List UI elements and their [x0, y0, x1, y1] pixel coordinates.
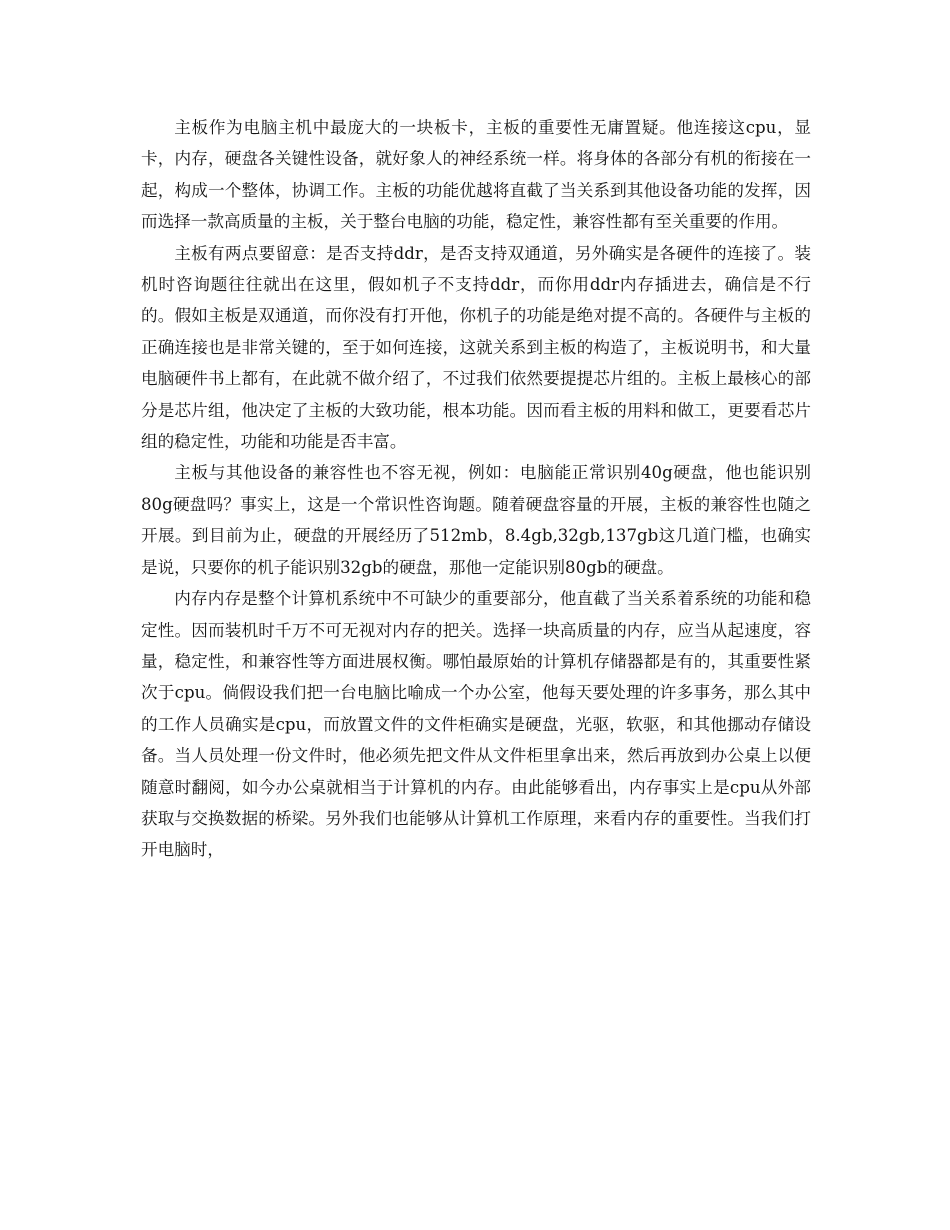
paragraph-motherboard-notes: 主板有两点要留意：是否支持ddr，是否支持双通道，另外确实是各硬件的连接了。装机时咨询题往往就出在这里，假如机子不支持ddr，而你用ddr内存插进去，确信是不行的。假如主板是双通道，而你没有打开他，你机子的功能是绝对提不高的。各硬件与主板的正确连接也是非常关键的，至于如何连接，这就关系到主板的构造了，主板说明书，和大量电脑硬件书上都有，在此就不做介绍了，不过我们依然要提提芯片组的。主板上最核心的部分是芯片组，他决定了主板的大致功能，根本功能。因而看主板的用料和做工，更要看芯片组的稳定性，功能和功能是否丰富。: [141, 243, 811, 452]
paragraph-motherboard-intro: 主板作为电脑主机中最庞大的一块板卡，主板的重要性无庸置疑。他连接这cpu，显卡，内存，硬盘各关键性设备，就好象人的神经系统一样。将身体的各部分有机的衔接在一起，构成一个整体，协调工作。主板的功能优越将直截了当关系到其他设备功能的发挥，因而选择一款高质量的主板，关于整台电脑的功能，稳定性，兼容性都有至关重要的作用。: [141, 118, 811, 232]
paragraph-motherboard-compatibility: 主板与其他设备的兼容性也不容无视，例如：电脑能正常识别40g硬盘，他也能识别80g硬盘吗？事实上，这是一个常识性咨询题。随着硬盘容量的开展，主板的兼容性也随之开展。到目前为止，硬盘的开展经历了512mb，8.4gb,32gb,137gb这几道门槛，也确实是说，只要你的机子能识别32gb的硬盘，那他一定能识别80gb的硬盘。: [141, 463, 811, 577]
document-page: [141, 112, 811, 866]
paragraph-memory-intro: 内存内存是整个计算机系统中不可缺少的重要部分，他直截了当关系着系统的功能和稳定性。因而装机时千万不可无视对内存的把关。选择一块高质量的内存，应当从起速度，容量，稳定性，和兼容性等方面进展权衡。哪怕最原始的计算机存储器都是有的，其重要性紧次于cpu。倘假设我们把一台电脑比喻成一个办公室，他每天要处理的许多事务，那么其中的工作人员确实是cpu，而放置文件的文件柜确实是硬盘，光驱，软驱，和其他挪动存储设备。当人员处理一份文件时，他必须先把文件从文件柜里拿出来，然后再放到办公桌上以便随意时翻阅，如今办公桌就相当于计算机的内存。由此能够看出，内存事实上是cpu从外部获取与交换数据的桥梁。另外我们也能够从计算机工作原理，来看内存的重要性。当我们打开电脑时，: [141, 589, 811, 860]
